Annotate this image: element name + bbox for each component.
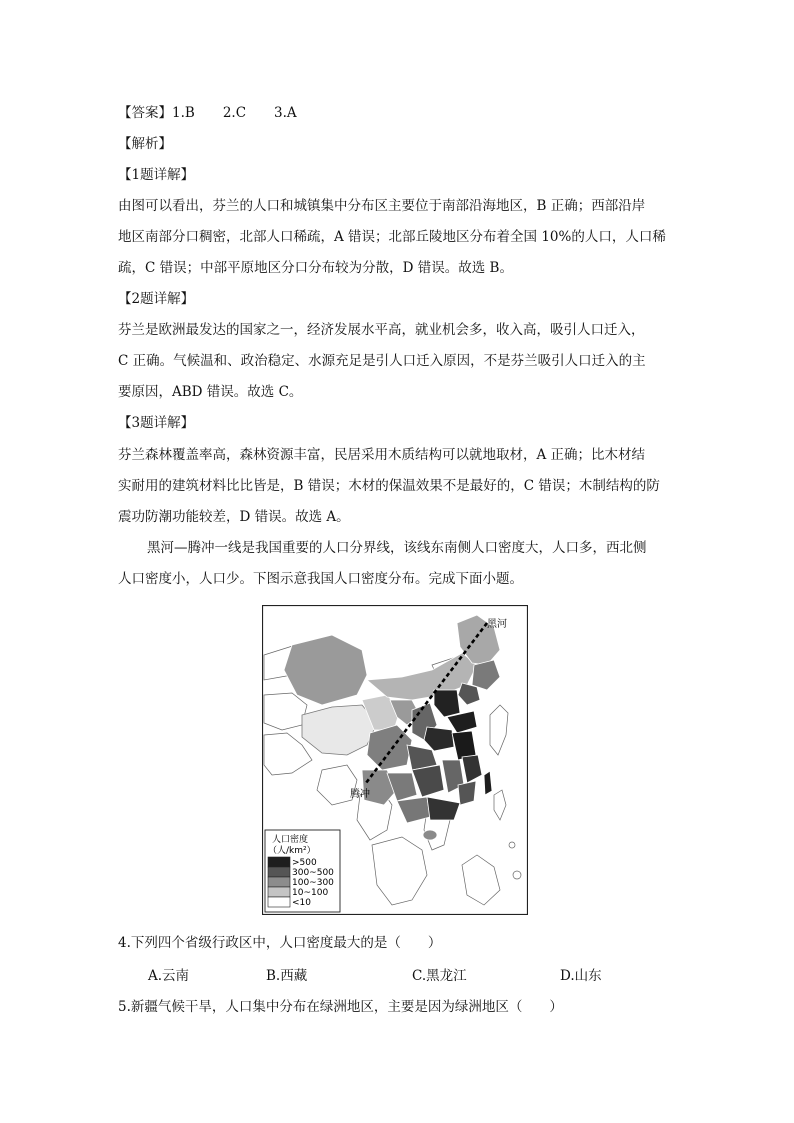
legend-swatch-4 <box>268 887 290 897</box>
q1-line-2: 地区南部分口稠密，北部人口稀疏，A 错误；北部丘陵地区分布着全国 10%的人口，人口稀 <box>118 229 666 245</box>
answer-line <box>118 104 325 122</box>
legend-swatch-1 <box>268 857 290 867</box>
answer-item-2: 2.C <box>222 105 247 121</box>
population-density-map <box>262 605 528 915</box>
q4-option-a[interactable]: A.云南 <box>148 968 190 984</box>
legend-title-2: （人/km²） <box>268 846 316 856</box>
legend-label-1: >500 <box>292 858 317 868</box>
answer-item-3: 3.A <box>274 105 297 121</box>
legend-label-2: 300~500 <box>292 868 334 878</box>
q3-line-2: 实耐用的建筑材料比比皆是，B 错误；木材的保温效果不是最好的，C 错误；木制结构的防 <box>118 478 660 494</box>
q2-heading: 【2题详解】 <box>118 291 195 307</box>
legend-title-1: 人口密度 <box>272 835 309 845</box>
answer-label: 【答案】 <box>118 105 172 121</box>
label-tengchong: 腾冲 <box>350 789 370 800</box>
legend-swatch-3 <box>268 877 290 887</box>
legend-swatch-5 <box>268 897 290 907</box>
q2-line-2: C 正确。气候温和、政治稳定、水源充足是引人口迁入原因，不是芬兰吸引人口迁入的主 <box>118 353 646 369</box>
q3-line-3: 震功防潮功能较差，D 错误。故选 A。 <box>118 509 350 525</box>
q2-line-3: 要原因，ABD 错误。故选 C。 <box>118 384 303 400</box>
intro-line-1: 黑河—腾冲一线是我国重要的人口分界线，该线东南侧人口密度大，人口多，西北侧 <box>147 540 647 556</box>
q1-heading: 【1题详解】 <box>118 167 195 183</box>
q4-option-c[interactable]: C.黑龙江 <box>412 968 467 984</box>
q3-line-1: 芬兰森林覆盖率高，森林资源丰富，民居采用木质结构可以就地取材，A 正确；比木材结 <box>118 447 646 463</box>
legend-swatch-2 <box>268 867 290 877</box>
q2-line-1: 芬兰是欧洲最发达的国家之一，经济发展水平高，就业机会多，收入高，吸引人口迁入， <box>118 322 645 338</box>
legend-label-5: <10 <box>292 898 311 908</box>
q1-line-1: 由图可以看出，芬兰的人口和城镇集中分布区主要位于南部沿海地区，B 正确；西部沿岸 <box>118 198 646 214</box>
intro-line-2: 人口密度小，人口少。下图示意我国人口密度分布。完成下面小题。 <box>118 571 523 587</box>
q4-stem: 4.下列四个省级行政区中，人口密度最大的是（ ） <box>118 935 442 951</box>
q4-option-d[interactable]: D.山东 <box>560 968 602 984</box>
analysis-label: 【解析】 <box>118 136 172 152</box>
legend-label-4: 10~100 <box>292 888 329 898</box>
map-legend <box>265 830 340 912</box>
province-fujian <box>458 781 476 805</box>
answer-item-1: 1.B <box>172 105 195 121</box>
q5-stem: 5.新疆气候干旱，人口集中分布在绿洲地区，主要是因为绿洲地区（ ） <box>118 999 563 1015</box>
legend-label-3: 100~300 <box>292 878 334 888</box>
q3-heading: 【3题详解】 <box>118 415 195 431</box>
q1-line-3: 疏，C 错误；中部平原地区分口分布较为分散，D 错误。故选 B。 <box>118 260 513 276</box>
province-hainan <box>423 830 437 840</box>
label-heihe: 黑河 <box>487 619 507 630</box>
q4-option-b[interactable]: B.西藏 <box>266 968 308 984</box>
